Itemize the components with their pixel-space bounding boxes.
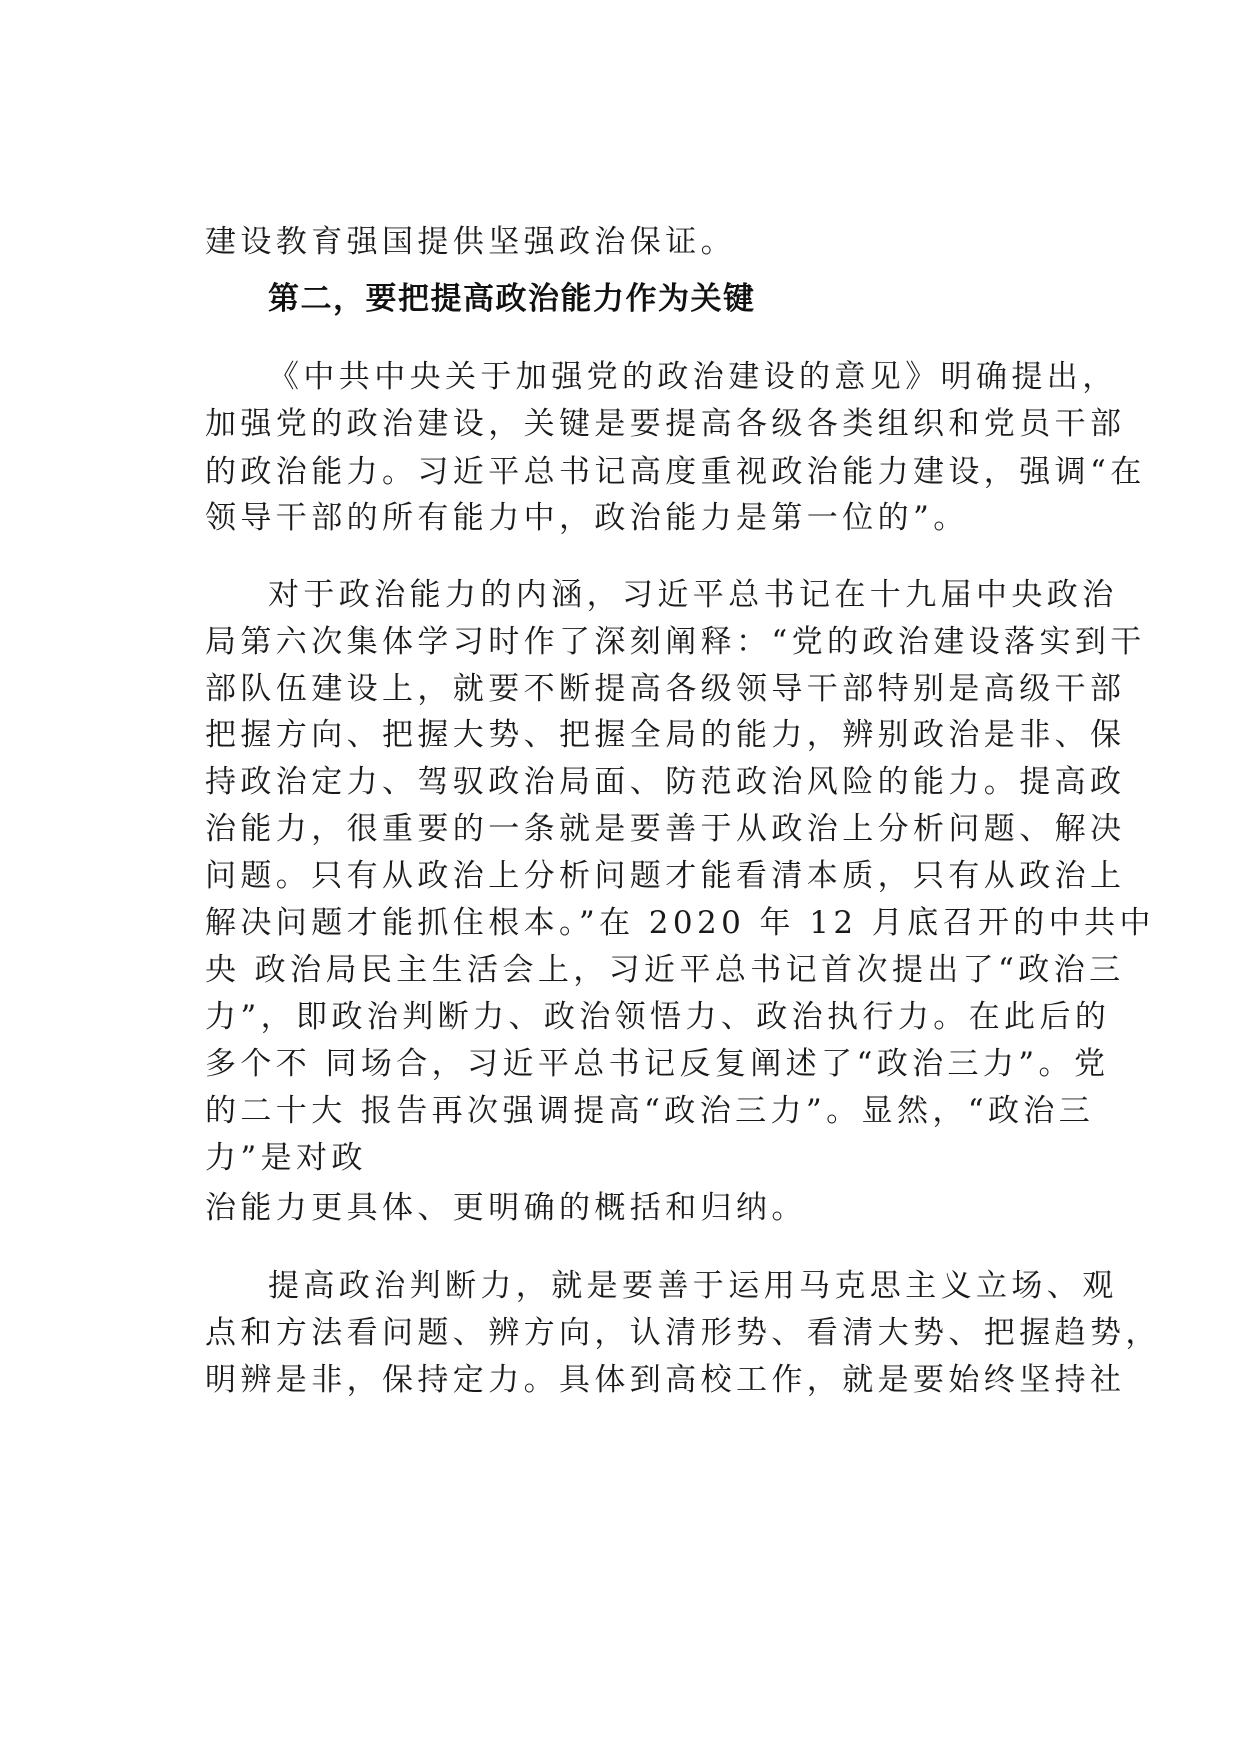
paragraph-line: 把握方向、把握大势、把握全局的能力，辨别政治是非、保 <box>205 717 1126 753</box>
paragraph-line: 对于政治能力的内涵，习近平总书记在十九届中央政治 <box>268 577 1118 613</box>
paragraph-line: 加强党的政治建设，关键是要提高各级各类组织和党员干部 <box>205 406 1126 442</box>
paragraph-line: 建设教育强国提供坚强政治保证。 <box>205 224 736 260</box>
section-heading: 第二，要把提高政治能力作为关键 <box>268 281 756 317</box>
paragraph-line: 多个不 同场合，习近平总书记反复阐述了“政治三力”。党 <box>205 1046 1110 1082</box>
paragraph-line: 治能力更具体、更明确的概括和归纳。 <box>205 1190 807 1226</box>
paragraph-line: 《中共中央关于加强党的政治建设的意见》明确提出， <box>268 359 1118 395</box>
paragraph-line: 领导干部的所有能力中，政治能力是第一位的”。 <box>205 500 969 536</box>
paragraph-line: 点和方法看问题、辨方向，认清形势、看清大势、把握趋势， <box>205 1315 1161 1351</box>
paragraph-line: 力”是对政 <box>205 1140 367 1176</box>
paragraph-line: 治能力，很重要的一条就是要善于从政治上分析问题、解决 <box>205 811 1126 847</box>
paragraph-line: 明辨是非，保持定力。具体到高校工作，就是要始终坚持社 <box>205 1362 1126 1398</box>
paragraph-line: 力”，即政治判断力、政治领悟力、政治执行力。在此后的 <box>205 999 1111 1035</box>
paragraph-line: 问题。只有从政治上分析问题才能看清本质，只有从政治上 <box>205 858 1126 894</box>
paragraph-line: 持政治定力、驾驭政治局面、防范政治风险的能力。提高政 <box>205 764 1126 800</box>
paragraph-line: 央 政治局民主生活会上，习近平总书记首次提出了“政治三 <box>205 952 1125 988</box>
paragraph-line: 提高政治判断力，就是要善于运用马克思主义立场、观 <box>268 1268 1118 1304</box>
paragraph-line: 解决问题才能抓住根本。”在 2020 年 12 月底召开的中共中 <box>205 905 1155 941</box>
paragraph-line: 的二十大 报告再次强调提高“政治三力”。显然，“政治三 <box>205 1093 1095 1129</box>
paragraph-line: 局第六次集体学习时作了深刻阐释：“党的政治建设落实到干 <box>205 624 1146 660</box>
paragraph-line: 的政治能力。习近平总书记高度重视政治能力建设，强调“在 <box>205 454 1146 490</box>
paragraph-line: 部队伍建设上，就要不断提高各级领导干部特别是高级干部 <box>205 671 1126 707</box>
